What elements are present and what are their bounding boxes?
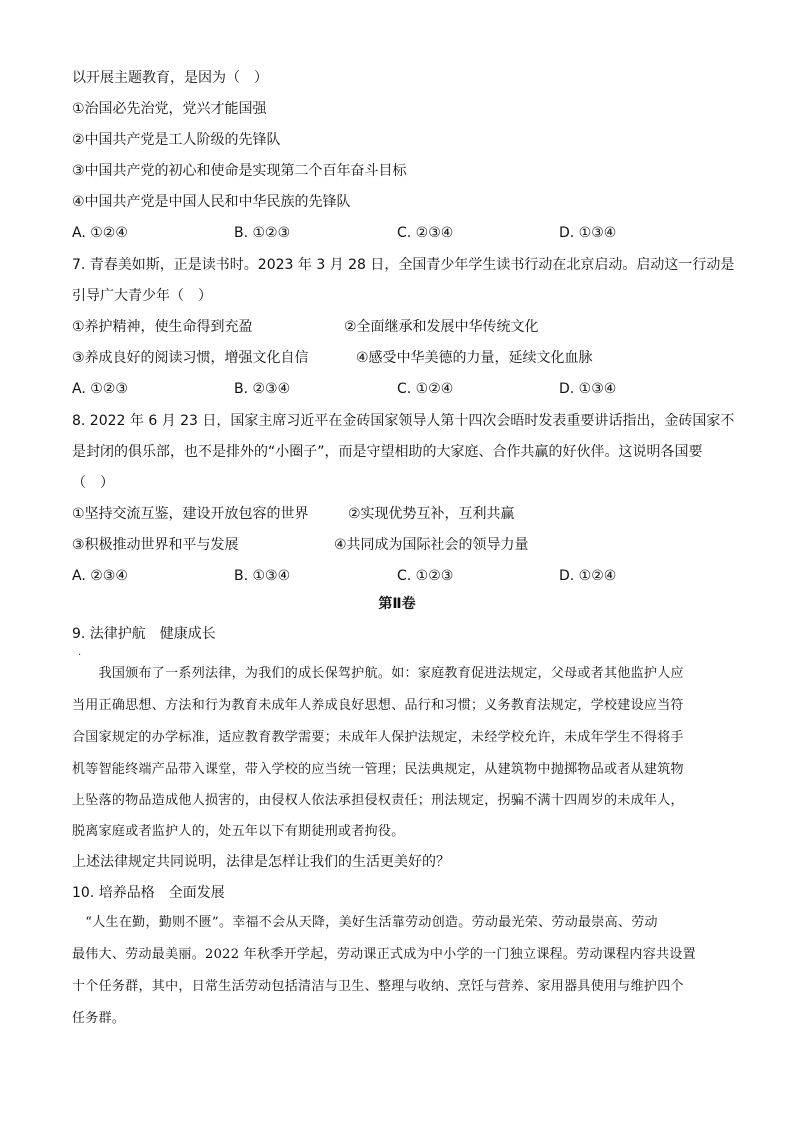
q10-material-line-3: 十个任务群，其中，日常生活劳动包括清洁与卫生、整理与收纳、烹饪与营养、家用器具使用与维护四个 [72, 979, 684, 994]
q6-item-4: ④中国共产党是中国人民和中华民族的先锋队 [72, 194, 351, 210]
q6-item-3: ③中国共产党的初心和使命是实现第二个百年奋斗目标 [72, 163, 407, 179]
q6-option-a: A. ①②④ [72, 225, 128, 241]
q9-title: 9. 法律护航 健康成长 [72, 626, 216, 642]
q7-stem-line-2: 引导广大青少年（ ） [72, 288, 212, 304]
q9-material-line-6: 脱离家庭或者监护人的，处五年以下有期徒刑或者拘役。 [72, 824, 405, 839]
q8-option-c: C. ①②③ [397, 568, 454, 584]
q9-material-line-5: 上坠落的物品造成他人损害的，由侵权人依法承担侵权责任；刑法规定，拐骗不满十四周岁的未成年人， [72, 793, 684, 808]
q9-material-line-3: 合国家规定的办学标准，适应教育教学需要；未成年人保护法规定，未经学校允许，未成年学生不得将手 [72, 730, 684, 745]
q8-option-a: A. ②③④ [72, 568, 128, 584]
q7-item-1: ①养护精神，使生命得到充盈 [72, 319, 253, 335]
q6-option-b: B. ①②③ [234, 225, 291, 241]
q8-option-b: B. ①③④ [234, 568, 291, 584]
bullet-dot-mark: · [78, 650, 82, 661]
q7-option-b: B. ②③④ [234, 381, 291, 397]
q8-item-4: ④共同成为国际社会的领导力量 [334, 537, 529, 553]
q7-stem-line-1: 7. 青春美如斯，正是读书时。2023 年 3 月 28 日，全国青少年学生读书行动在北京启动。启动这一行动是 [72, 257, 735, 273]
q8-item-2: ②实现优势互补，互利共赢 [348, 506, 515, 522]
q6-item-1: ①治国必先治党，党兴才能国强 [72, 101, 267, 117]
q7-item-3: ③养成良好的阅读习惯，增强文化自信 [72, 350, 309, 366]
q6-stem-tail: 以开展主题教育，是因为（ ） [72, 70, 268, 86]
q8-option-d: D. ①②④ [559, 568, 617, 584]
q7-option-d: D. ①③④ [559, 381, 617, 397]
q8-stem-line-3: （ ） [72, 475, 114, 491]
q6-option-c: C. ②③④ [397, 225, 454, 241]
section-title: 第Ⅱ卷 [378, 596, 416, 612]
q10-title: 10. 培养品格 全面发展 [72, 885, 225, 901]
q9-material-line-2: 当用正确思想、方法和行为教育未成年人养成良好思想、品行和习惯；义务教育法规定，学校建设应当符 [72, 698, 684, 713]
q9-material-line-1: 我国颁布了一系列法律，为我们的成长保驾护航。如：家庭教育促进法规定，父母或者其他监护人应 [72, 666, 684, 681]
q6-option-d: D. ①③④ [559, 225, 617, 241]
q10-material-line-4: 任务群。 [72, 1011, 126, 1026]
q7-option-c: C. ①②④ [397, 381, 454, 397]
q10-material-line-2: 最伟大、劳动最美丽。2022 年秋季开学起，劳动课正式成为中小学的一门独立课程。劳动课程内容共设置 [72, 947, 696, 962]
q7-option-a: A. ①②③ [72, 381, 128, 397]
q6-item-2: ②中国共产党是工人阶级的先锋队 [72, 132, 281, 148]
q8-stem-line-1: 8. 2022 年 6 月 23 日，国家主席习近平在金砖国家领导人第十四次会晤时发表重要讲话指出，金砖国家不 [72, 413, 735, 429]
q8-item-3: ③积极推动世界和平与发展 [72, 537, 239, 553]
q8-item-1: ①坚持交流互鉴，建设开放包容的世界 [72, 506, 309, 522]
q9-question: 上述法律规定共同说明，法律是怎样让我们的生活更美好的？ [72, 854, 450, 870]
q9-material-line-4: 机等智能终端产品带入课堂，带入学校的应当统一管理；民法典规定，从建筑物中抛掷物品或者从建筑物 [72, 762, 684, 777]
q8-stem-line-2: 是封闭的俱乐部，也不是排外的“小圈子”，而是守望相助的大家庭、合作共赢的好伙伴。这说明各国要 [72, 444, 703, 460]
q7-item-4: ④感受中华美德的力量，延续文化血脉 [356, 350, 593, 366]
q7-item-2: ②全面继承和发展中华传统文化 [344, 319, 539, 335]
q10-material-line-1: “人生在勤，勤则不匮”。幸福不会从天降，美好生活靠劳动创造。劳动最光荣、劳动最崇高、劳动 [72, 915, 658, 930]
